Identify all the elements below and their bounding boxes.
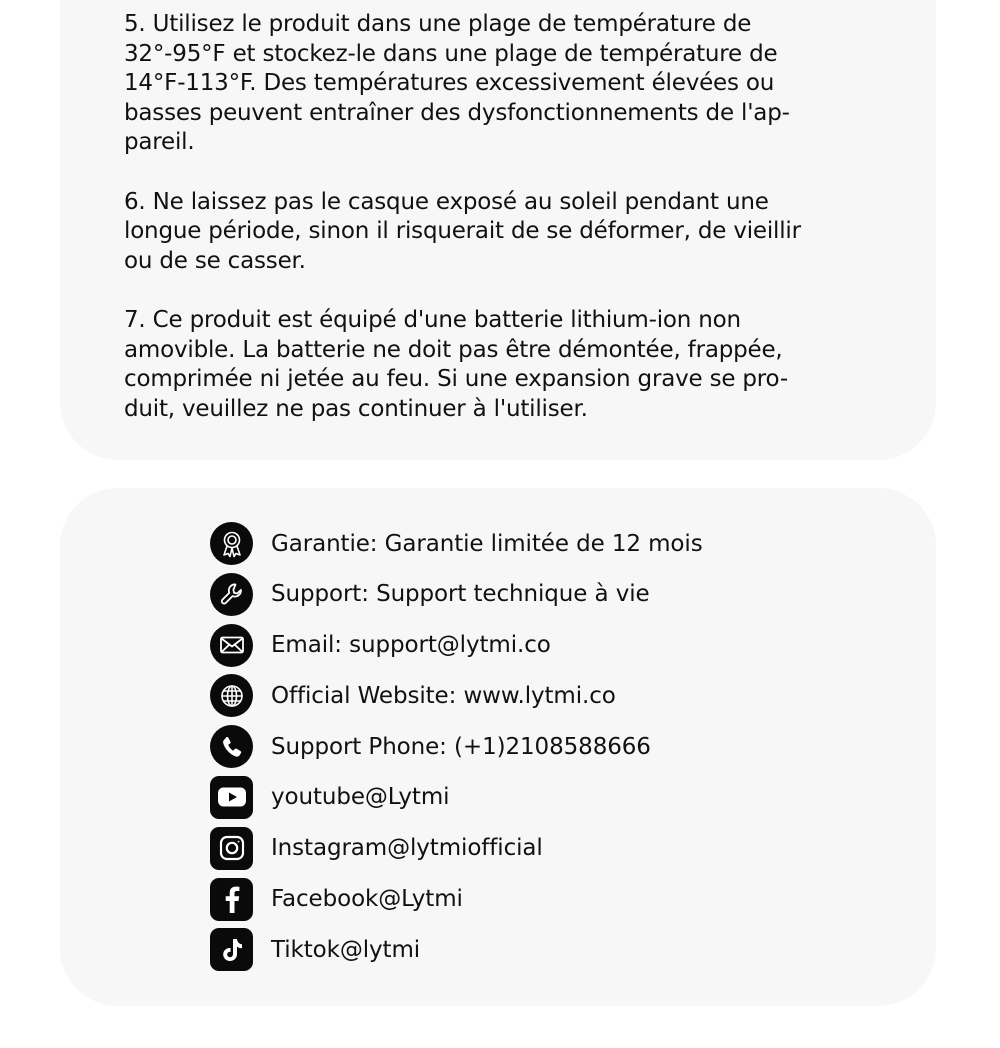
instagram-icon bbox=[210, 827, 253, 870]
contact-instagram[interactable] bbox=[210, 827, 703, 870]
contact-text: Email: support@lytmi.co bbox=[271, 632, 551, 659]
instruction-line: duit, veuillez ne pas continuer à l'utiliser. bbox=[124, 395, 588, 422]
contact-text: Official Website: www.lytmi.co bbox=[271, 682, 616, 709]
instruction-5 bbox=[124, 10, 874, 158]
instruction-line: 5. Utilisez le produit dans une plage de température de bbox=[124, 11, 752, 37]
contact-phone[interactable] bbox=[210, 725, 703, 768]
tiktok-icon bbox=[210, 928, 253, 971]
contact-tiktok[interactable] bbox=[210, 928, 703, 971]
contact-text: youtube@Lytmi bbox=[271, 784, 450, 811]
instruction-line: 14°F-113°F. Des températures excessivement élevées ou bbox=[124, 70, 775, 97]
youtube-icon bbox=[210, 776, 253, 819]
instruction-6 bbox=[124, 188, 874, 277]
instruction-line: longue période, sinon il risquerait de se déformer, de vieillir bbox=[124, 218, 801, 245]
contact-facebook[interactable] bbox=[210, 878, 703, 921]
contact-text: Support: Support technique à vie bbox=[271, 581, 650, 608]
contact-list bbox=[210, 522, 703, 979]
contact-website[interactable] bbox=[210, 674, 703, 717]
envelope-icon bbox=[210, 624, 253, 667]
award-ribbon-icon bbox=[210, 522, 253, 565]
instruction-line: ou de se casser. bbox=[124, 247, 306, 274]
contact-text: Facebook@Lytmi bbox=[271, 886, 463, 913]
contact-youtube[interactable] bbox=[210, 776, 703, 819]
instruction-line: pareil. bbox=[124, 129, 195, 156]
contact-email[interactable] bbox=[210, 624, 703, 667]
instruction-7 bbox=[124, 306, 874, 424]
instruction-line: 7. Ce produit est équipé d'une batterie lithium-ion non bbox=[124, 306, 741, 333]
contact-support bbox=[210, 573, 703, 616]
wrench-icon bbox=[210, 573, 253, 616]
contact-warranty bbox=[210, 522, 703, 565]
instruction-line: basses peuvent entraîner des dysfonctionnements de l'ap- bbox=[124, 99, 790, 126]
contact-text: Instagram@lytmiofficial bbox=[271, 835, 543, 862]
globe-icon bbox=[210, 674, 253, 717]
instruction-line: 6. Ne laissez pas le casque exposé au soleil pendant une bbox=[124, 188, 769, 215]
instruction-line: comprimée ni jetée au feu. Si une expansion grave se pro- bbox=[124, 366, 788, 393]
facebook-icon bbox=[210, 878, 253, 921]
instruction-line: 32°-95°F et stockez-le dans une plage de température de bbox=[124, 40, 778, 67]
contact-text: Tiktok@lytmi bbox=[271, 936, 421, 963]
contact-text: Garantie: Garantie limitée de 12 mois bbox=[271, 530, 703, 557]
phone-icon bbox=[210, 725, 253, 768]
instruction-line: amovible. La batterie ne doit pas être démontée, frappée, bbox=[124, 336, 783, 363]
instructions-list bbox=[124, 10, 874, 454]
contact-text: Support Phone: (+1)2108588666 bbox=[271, 733, 651, 760]
